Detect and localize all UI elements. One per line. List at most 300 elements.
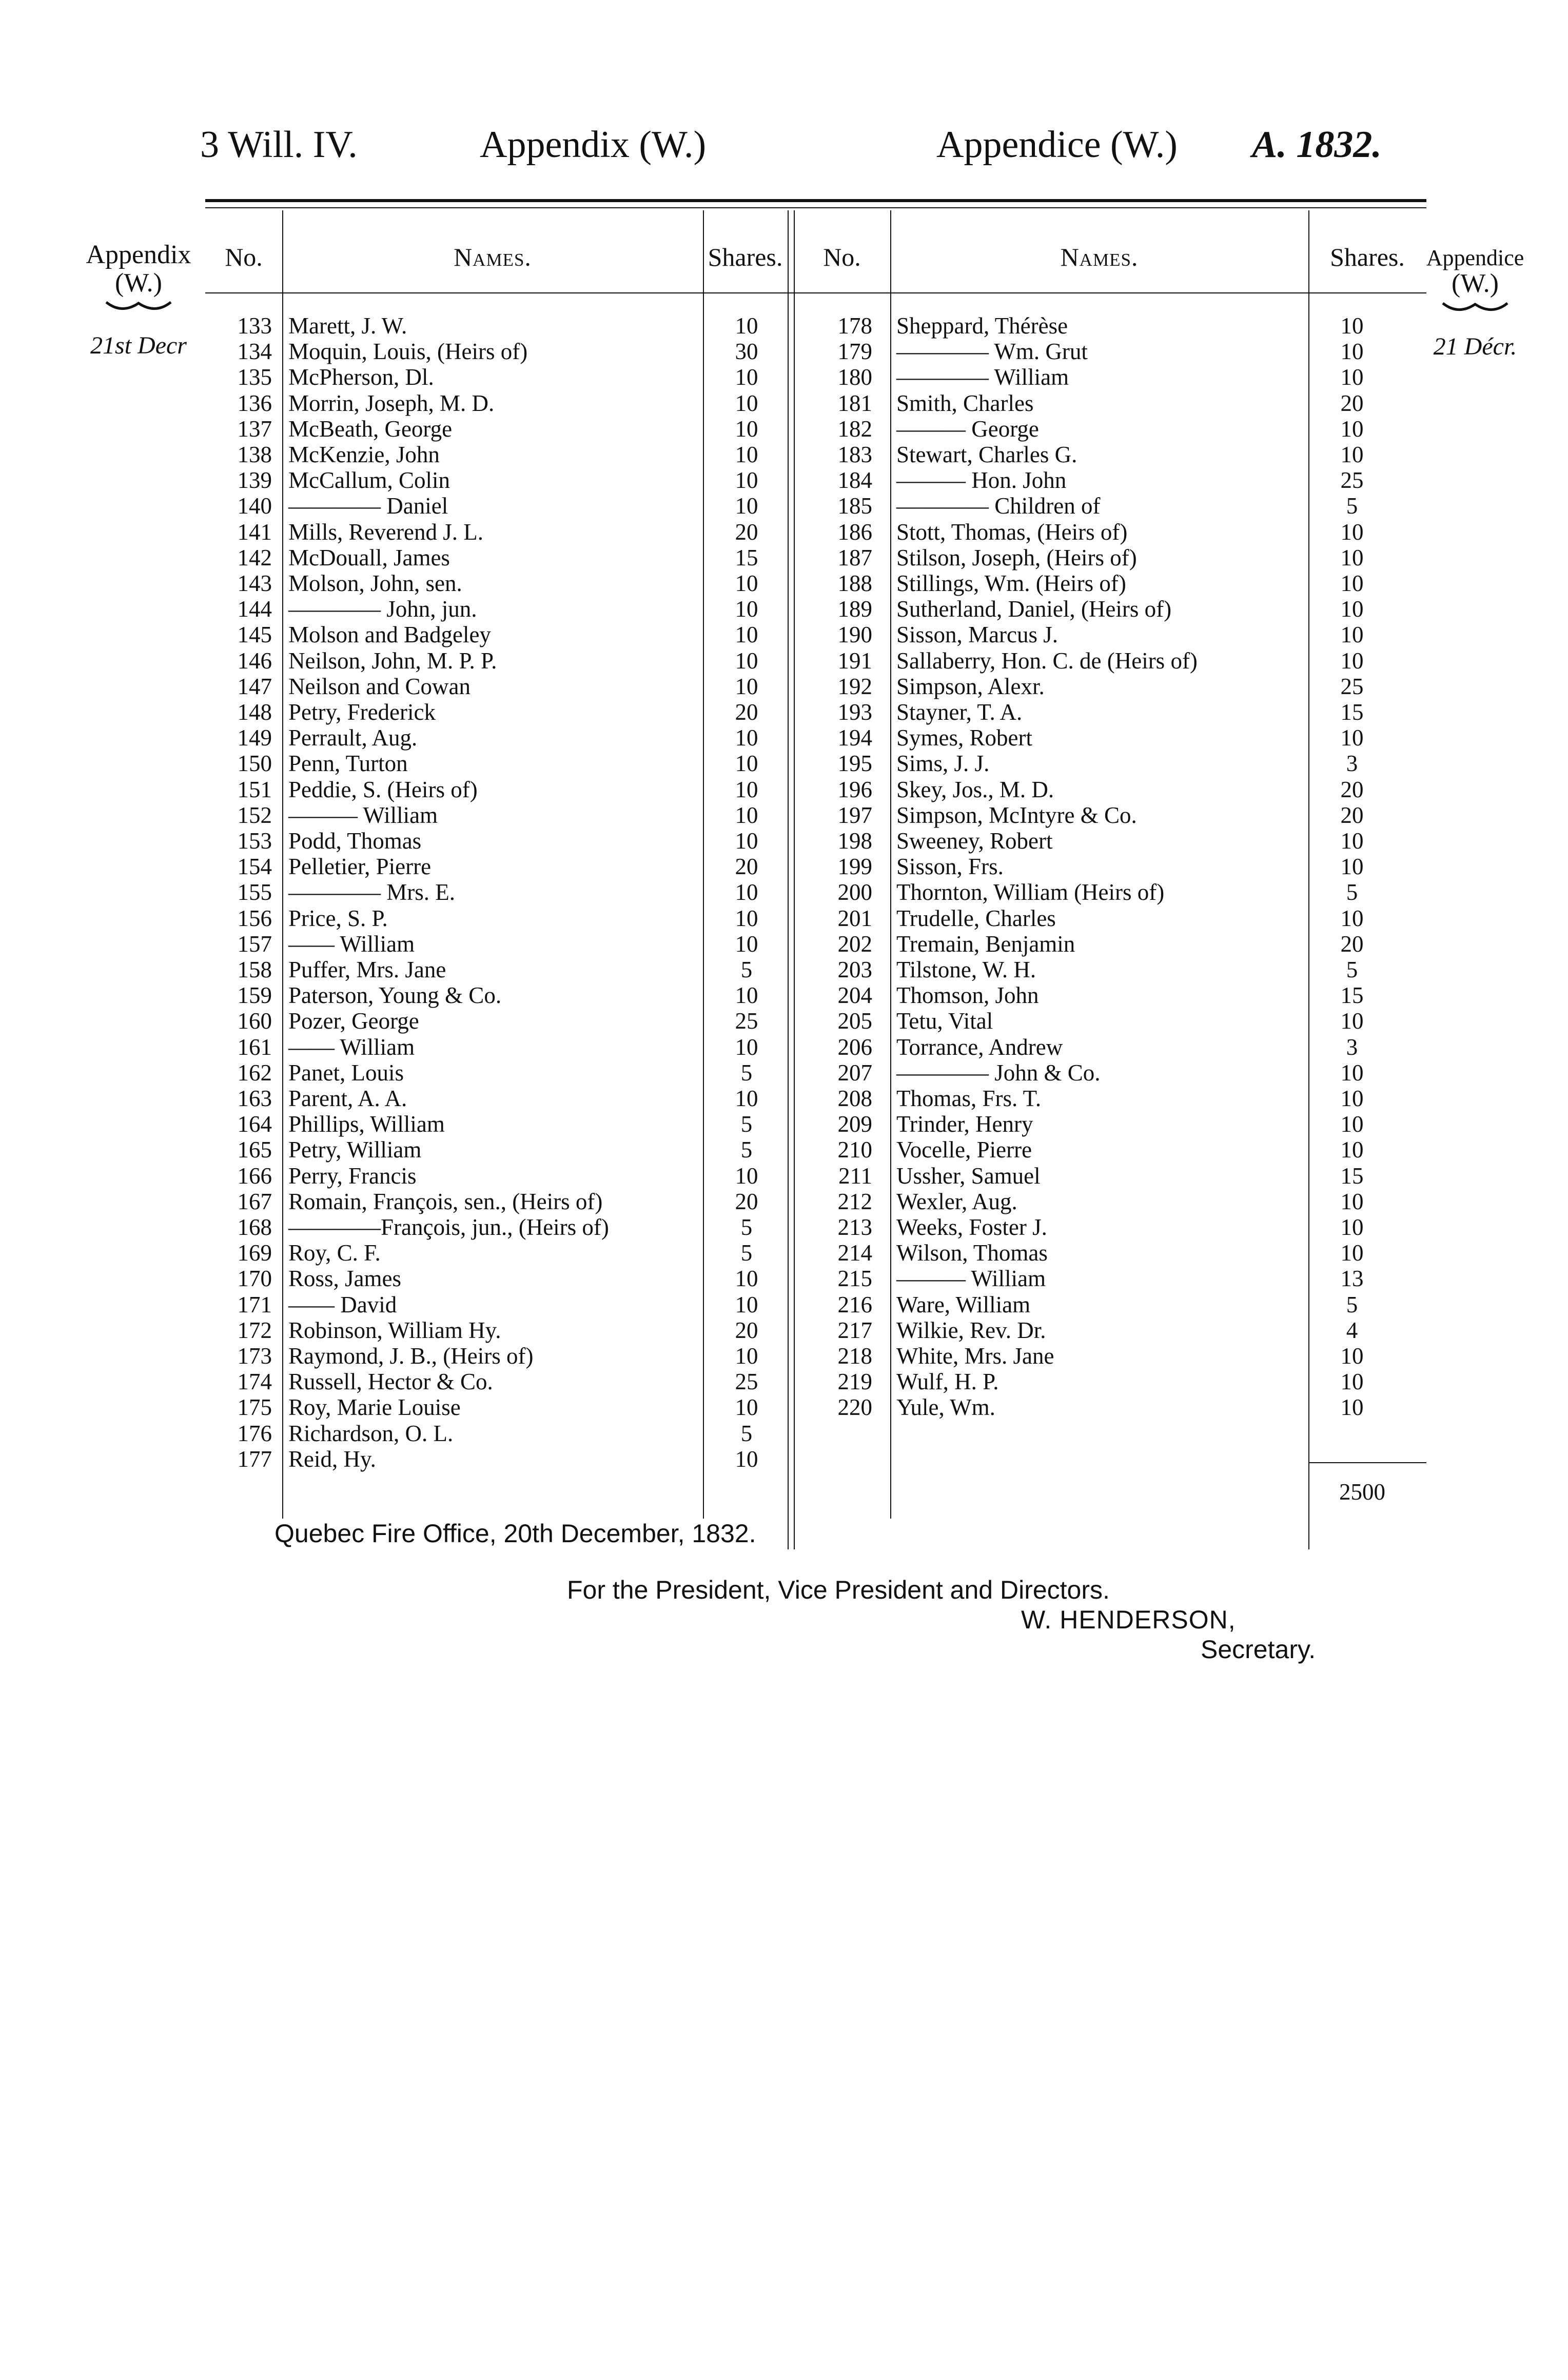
entry-name: Ware, William bbox=[896, 1291, 1031, 1317]
entry-name: ———— John, jun. bbox=[288, 596, 477, 622]
entry-name: Panet, Louis bbox=[288, 1059, 404, 1086]
entry-name: Stayner, T. A. bbox=[896, 699, 1023, 725]
entry-shares: 10 bbox=[1340, 442, 1364, 467]
session-label: 3 Will. IV. bbox=[200, 124, 358, 166]
entry-shares: 10 bbox=[1340, 416, 1364, 442]
entry-number: 191 bbox=[837, 647, 872, 674]
entry-shares: 5 bbox=[740, 1214, 753, 1240]
table-row bbox=[205, 1317, 1426, 1343]
entry-name: Parent, A. A. bbox=[288, 1086, 407, 1111]
entry-name: Wilkie, Rev. Dr. bbox=[896, 1317, 1046, 1343]
entry-name: Tremain, Benjamin bbox=[896, 931, 1075, 957]
entry-number: 140 bbox=[237, 493, 272, 519]
entry-number: 209 bbox=[837, 1111, 872, 1137]
entry-number: 215 bbox=[837, 1266, 872, 1292]
entry-name: McKenzie, John bbox=[288, 442, 440, 467]
entry-shares: 10 bbox=[735, 364, 758, 390]
entry-name: Paterson, Young & Co. bbox=[288, 982, 502, 1009]
entry-number: 194 bbox=[837, 725, 872, 751]
entry-number: 204 bbox=[837, 982, 872, 1009]
entry-number: 206 bbox=[837, 1034, 872, 1060]
table-row bbox=[205, 648, 1426, 674]
entry-number: 189 bbox=[837, 596, 872, 622]
entry-name: Mills, Reverend J. L. bbox=[288, 519, 483, 545]
entry-name: Roy, C. F. bbox=[288, 1240, 381, 1266]
table-row bbox=[205, 596, 1426, 622]
entry-number: 208 bbox=[837, 1086, 872, 1111]
entry-number: 166 bbox=[237, 1163, 272, 1189]
entry-number: 186 bbox=[837, 519, 872, 545]
entry-name: Simpson, McIntyre & Co. bbox=[896, 802, 1137, 828]
col-head-shares: Shares. bbox=[708, 243, 783, 271]
table-row bbox=[205, 1369, 1426, 1394]
entry-number: 177 bbox=[237, 1446, 272, 1472]
entry-shares: 5 bbox=[1346, 957, 1358, 982]
entry-shares: 10 bbox=[1340, 364, 1364, 390]
entry-number: 170 bbox=[237, 1266, 272, 1292]
entry-name: ——— William bbox=[288, 802, 438, 828]
table-row bbox=[205, 802, 1426, 828]
entry-number: 167 bbox=[237, 1188, 272, 1214]
entry-shares: 10 bbox=[735, 442, 758, 467]
entry-name: Sallaberry, Hon. C. de (Heirs of) bbox=[896, 647, 1198, 674]
entry-name: Trinder, Henry bbox=[896, 1111, 1033, 1137]
entry-name: McCallum, Colin bbox=[288, 467, 450, 494]
entry-name: Tilstone, W. H. bbox=[896, 957, 1036, 982]
entry-number: 218 bbox=[837, 1343, 872, 1369]
appendix-label: Appendix (W.) bbox=[480, 124, 707, 166]
entry-shares: 10 bbox=[1340, 828, 1364, 854]
entry-number: 146 bbox=[237, 647, 272, 674]
entry-number: 202 bbox=[837, 931, 872, 957]
entry-shares: 10 bbox=[735, 1163, 758, 1189]
entry-number: 182 bbox=[837, 416, 872, 442]
entry-shares: 10 bbox=[1340, 854, 1364, 880]
entry-name: Peddie, S. (Heirs of) bbox=[288, 776, 478, 802]
table-row bbox=[205, 1111, 1426, 1137]
table-row bbox=[205, 1214, 1426, 1240]
header-rule-thick bbox=[205, 199, 1426, 202]
entry-name: Neilson, John, M. P. P. bbox=[288, 647, 497, 674]
entry-name: Symes, Robert bbox=[896, 725, 1032, 751]
col-head-names: Names. bbox=[1060, 243, 1139, 271]
entry-number: 197 bbox=[837, 802, 872, 828]
entry-number: 154 bbox=[237, 854, 272, 880]
entry-shares: 20 bbox=[735, 1317, 758, 1343]
dateline: Quebec Fire Office, 20th December, 1832. bbox=[275, 1519, 756, 1548]
entry-number: 181 bbox=[837, 390, 872, 416]
entry-number: 214 bbox=[837, 1240, 872, 1266]
entry-shares: 10 bbox=[1340, 544, 1364, 571]
entry-number: 156 bbox=[237, 905, 272, 931]
entry-number: 149 bbox=[237, 725, 272, 751]
entry-name: Tetu, Vital bbox=[896, 1008, 993, 1034]
entry-name: —— David bbox=[288, 1291, 397, 1317]
entry-number: 169 bbox=[237, 1240, 272, 1266]
entry-name: Reid, Hy. bbox=[288, 1446, 376, 1472]
entry-name: Pozer, George bbox=[288, 1008, 419, 1034]
entry-shares: 10 bbox=[735, 776, 758, 802]
entry-shares: 15 bbox=[1340, 1163, 1364, 1189]
col-head-names: Names. bbox=[454, 243, 532, 271]
entry-shares: 13 bbox=[1340, 1266, 1364, 1292]
margin-note-date: 21 Décr. bbox=[1433, 332, 1517, 360]
entry-shares: 5 bbox=[740, 957, 753, 982]
entry-name: Stewart, Charles G. bbox=[896, 442, 1077, 467]
table-row bbox=[205, 854, 1426, 879]
entry-shares: 20 bbox=[1340, 931, 1364, 957]
entry-name: Smith, Charles bbox=[896, 390, 1034, 416]
table-row bbox=[205, 1060, 1426, 1086]
entry-name: Skey, Jos., M. D. bbox=[896, 776, 1054, 802]
entry-name: Sutherland, Daniel, (Heirs of) bbox=[896, 596, 1172, 622]
entry-number: 176 bbox=[237, 1420, 272, 1446]
entry-name: Sweeney, Robert bbox=[896, 828, 1053, 854]
entry-number: 212 bbox=[837, 1188, 872, 1214]
running-header bbox=[0, 123, 1568, 185]
entry-name: McBeath, George bbox=[288, 416, 453, 442]
entry-number: 195 bbox=[837, 751, 872, 777]
entry-name: Petry, Frederick bbox=[288, 699, 436, 725]
entry-name: Yule, Wm. bbox=[896, 1394, 995, 1421]
entry-shares: 10 bbox=[735, 802, 758, 828]
entry-number: 185 bbox=[837, 493, 872, 519]
entry-number: 217 bbox=[837, 1317, 872, 1343]
entry-name: ——— William bbox=[896, 1266, 1046, 1292]
margin-note-title: Appendix bbox=[86, 240, 191, 269]
entry-shares: 20 bbox=[735, 1188, 758, 1214]
table-row bbox=[205, 1266, 1426, 1291]
entry-name: ———— William bbox=[896, 364, 1069, 390]
entry-name: Ussher, Samuel bbox=[896, 1163, 1041, 1189]
entry-shares: 15 bbox=[1340, 982, 1364, 1009]
entry-shares: 25 bbox=[1340, 673, 1364, 699]
table-row bbox=[205, 416, 1426, 442]
entry-number: 173 bbox=[237, 1343, 272, 1369]
entry-name: Wilson, Thomas bbox=[896, 1240, 1048, 1266]
table-row bbox=[205, 1086, 1426, 1111]
entry-shares: 10 bbox=[735, 673, 758, 699]
entry-number: 211 bbox=[838, 1163, 872, 1189]
entry-shares: 10 bbox=[1340, 1059, 1364, 1086]
entry-shares: 10 bbox=[735, 1266, 758, 1292]
entry-shares: 20 bbox=[1340, 776, 1364, 802]
year-label: A. 1832. bbox=[1252, 124, 1382, 166]
entry-number: 160 bbox=[237, 1008, 272, 1034]
total-shares: 2500 bbox=[1339, 1479, 1385, 1505]
entry-shares: 10 bbox=[735, 390, 758, 416]
entry-shares: 10 bbox=[1340, 1111, 1364, 1137]
table-row bbox=[205, 828, 1426, 854]
entry-shares: 10 bbox=[1340, 1137, 1364, 1163]
signatory-line: For the President, Vice President and Directors. bbox=[567, 1576, 1110, 1604]
entry-number: 157 bbox=[237, 931, 272, 957]
entry-number: 143 bbox=[237, 571, 272, 596]
entry-name: Podd, Thomas bbox=[288, 828, 422, 854]
entry-number: 163 bbox=[237, 1086, 272, 1111]
entry-shares: 20 bbox=[1340, 802, 1364, 828]
entry-name: —— William bbox=[288, 931, 415, 957]
entry-shares: 10 bbox=[1340, 1086, 1364, 1111]
entry-shares: 10 bbox=[1340, 1214, 1364, 1240]
col-head-shares: Shares. bbox=[1330, 243, 1405, 271]
entry-number: 145 bbox=[237, 622, 272, 648]
entry-shares: 10 bbox=[1340, 622, 1364, 648]
table-row bbox=[205, 1343, 1426, 1369]
entry-number: 144 bbox=[237, 596, 272, 622]
entry-name: Sims, J. J. bbox=[896, 751, 990, 777]
entry-number: 137 bbox=[237, 416, 272, 442]
entry-shares: 10 bbox=[1340, 1343, 1364, 1369]
entry-number: 155 bbox=[237, 879, 272, 906]
entry-name: Price, S. P. bbox=[288, 905, 388, 931]
entry-number: 184 bbox=[837, 467, 872, 494]
entry-name: Simpson, Alexr. bbox=[896, 673, 1045, 699]
table-row bbox=[205, 699, 1426, 725]
entry-number: 148 bbox=[237, 699, 272, 725]
entry-name: Trudelle, Charles bbox=[896, 905, 1056, 931]
entry-shares: 4 bbox=[1346, 1317, 1358, 1343]
header-rule-thin bbox=[205, 207, 1426, 208]
entry-shares: 10 bbox=[735, 313, 758, 339]
entry-name: Torrance, Andrew bbox=[896, 1034, 1063, 1060]
entry-shares: 10 bbox=[1340, 1369, 1364, 1395]
entry-shares: 20 bbox=[735, 519, 758, 545]
entry-shares: 20 bbox=[735, 854, 758, 880]
total-rule bbox=[1308, 1462, 1426, 1463]
entry-number: 142 bbox=[237, 544, 272, 571]
entry-name: ————François, jun., (Heirs of) bbox=[288, 1214, 609, 1240]
entry-number: 207 bbox=[837, 1059, 872, 1086]
entry-name: Russell, Hector & Co. bbox=[288, 1369, 493, 1395]
entry-name: Stott, Thomas, (Heirs of) bbox=[896, 519, 1128, 545]
entry-shares: 5 bbox=[740, 1420, 753, 1446]
entry-number: 133 bbox=[237, 313, 272, 339]
table-row bbox=[205, 1240, 1426, 1266]
entry-shares: 25 bbox=[735, 1369, 758, 1395]
table-row bbox=[205, 1421, 1426, 1446]
entry-name: Sisson, Marcus J. bbox=[896, 622, 1059, 648]
shareholders-table bbox=[205, 210, 1426, 1549]
entry-name: Marett, J. W. bbox=[288, 313, 407, 339]
entry-number: 190 bbox=[837, 622, 872, 648]
entry-name: ———— Wm. Grut bbox=[896, 339, 1088, 365]
entry-name: Molson, John, sen. bbox=[288, 571, 462, 596]
entry-shares: 5 bbox=[1346, 879, 1358, 906]
entry-name: Neilson and Cowan bbox=[288, 673, 471, 699]
table-row bbox=[205, 931, 1426, 957]
entry-shares: 10 bbox=[735, 879, 758, 906]
table-row bbox=[205, 1189, 1426, 1214]
entry-number: 164 bbox=[237, 1111, 272, 1137]
entry-shares: 15 bbox=[735, 544, 758, 571]
entry-shares: 20 bbox=[735, 699, 758, 725]
brace-icon bbox=[1442, 300, 1508, 318]
entry-number: 199 bbox=[837, 854, 872, 880]
table-row bbox=[205, 674, 1426, 699]
table-row bbox=[205, 442, 1426, 467]
entry-number: 172 bbox=[237, 1317, 272, 1343]
entry-number: 198 bbox=[837, 828, 872, 854]
entry-number: 179 bbox=[837, 339, 872, 365]
table-row bbox=[205, 725, 1426, 751]
entry-name: McDouall, James bbox=[288, 544, 450, 571]
entry-name: Thomson, John bbox=[896, 982, 1039, 1009]
entry-number: 183 bbox=[837, 442, 872, 467]
entry-name: ———— Daniel bbox=[288, 493, 448, 519]
entry-number: 158 bbox=[237, 957, 272, 982]
margin-note-left bbox=[77, 241, 200, 359]
table-row bbox=[205, 313, 1426, 339]
entry-shares: 10 bbox=[735, 467, 758, 494]
table-row bbox=[205, 390, 1426, 416]
table-row bbox=[205, 1163, 1426, 1189]
entry-number: 152 bbox=[237, 802, 272, 828]
table-row bbox=[205, 1034, 1426, 1060]
entry-number: 162 bbox=[237, 1059, 272, 1086]
entry-shares: 10 bbox=[735, 725, 758, 751]
entry-shares: 10 bbox=[1340, 725, 1364, 751]
entry-shares: 10 bbox=[735, 828, 758, 854]
margin-note-sub: (W.) bbox=[1452, 269, 1499, 299]
entry-shares: 10 bbox=[1340, 1240, 1364, 1266]
entry-number: 138 bbox=[237, 442, 272, 467]
entry-name: Weeks, Foster J. bbox=[896, 1214, 1047, 1240]
entry-shares: 10 bbox=[735, 1034, 758, 1060]
table-row bbox=[205, 622, 1426, 647]
margin-note-right bbox=[1414, 246, 1537, 360]
table-row bbox=[205, 1446, 1426, 1472]
signature-name: W. HENDERSON, bbox=[1021, 1605, 1236, 1634]
table-row bbox=[205, 879, 1426, 905]
entry-name: Romain, François, sen., (Heirs of) bbox=[288, 1188, 603, 1214]
table-row bbox=[205, 467, 1426, 493]
entry-shares: 5 bbox=[740, 1137, 753, 1163]
entry-shares: 10 bbox=[1340, 1188, 1364, 1214]
entry-shares: 10 bbox=[735, 751, 758, 777]
entry-shares: 10 bbox=[735, 1394, 758, 1421]
entry-shares: 5 bbox=[740, 1111, 753, 1137]
entry-shares: 10 bbox=[1340, 519, 1364, 545]
entry-name: Moquin, Louis, (Heirs of) bbox=[288, 339, 528, 365]
entry-name: Thomas, Frs. T. bbox=[896, 1086, 1042, 1111]
entry-shares: 10 bbox=[735, 571, 758, 596]
entry-shares: 10 bbox=[735, 1446, 758, 1472]
entry-name: Richardson, O. L. bbox=[288, 1420, 454, 1446]
entry-name: Phillips, William bbox=[288, 1111, 445, 1137]
entry-number: 216 bbox=[837, 1291, 872, 1317]
entry-number: 201 bbox=[837, 905, 872, 931]
entry-name: ———— Children of bbox=[896, 493, 1101, 519]
entry-shares: 5 bbox=[740, 1059, 753, 1086]
table-row bbox=[205, 339, 1426, 364]
entry-number: 171 bbox=[237, 1291, 272, 1317]
entry-name: ——— Hon. John bbox=[896, 467, 1067, 494]
col-head-no: No. bbox=[823, 243, 861, 271]
entry-shares: 10 bbox=[1340, 571, 1364, 596]
entry-name: Morrin, Joseph, M. D. bbox=[288, 390, 495, 416]
entry-number: 188 bbox=[837, 571, 872, 596]
signature-title: Secretary. bbox=[1201, 1635, 1316, 1664]
entry-name: Wulf, H. P. bbox=[896, 1369, 999, 1395]
entry-shares: 10 bbox=[1340, 339, 1364, 365]
entry-shares: 10 bbox=[735, 416, 758, 442]
entry-shares: 10 bbox=[1340, 313, 1364, 339]
table-row bbox=[205, 1137, 1426, 1163]
entry-shares: 10 bbox=[735, 905, 758, 931]
entry-shares: 20 bbox=[1340, 390, 1364, 416]
table-row bbox=[205, 571, 1426, 596]
entry-shares: 10 bbox=[735, 1291, 758, 1317]
entry-name: Pelletier, Pierre bbox=[288, 854, 432, 880]
entry-number: 151 bbox=[237, 776, 272, 802]
table-row bbox=[205, 777, 1426, 802]
entry-number: 136 bbox=[237, 390, 272, 416]
entry-shares: 5 bbox=[1346, 493, 1358, 519]
entry-number: 180 bbox=[837, 364, 872, 390]
table-row bbox=[205, 957, 1426, 982]
entry-shares: 3 bbox=[1346, 1034, 1358, 1060]
entry-name: Robinson, William Hy. bbox=[288, 1317, 501, 1343]
entry-number: 153 bbox=[237, 828, 272, 854]
brace-icon bbox=[105, 299, 172, 317]
table-row bbox=[205, 364, 1426, 390]
entry-shares: 10 bbox=[1340, 647, 1364, 674]
entry-name: —— William bbox=[288, 1034, 415, 1060]
entry-name: Ross, James bbox=[288, 1266, 402, 1292]
entry-number: 196 bbox=[837, 776, 872, 802]
table-row bbox=[205, 519, 1426, 545]
entry-name: McPherson, Dl. bbox=[288, 364, 434, 390]
entry-name: Stillings, Wm. (Heirs of) bbox=[896, 571, 1126, 596]
entry-name: Thornton, William (Heirs of) bbox=[896, 879, 1165, 906]
entry-number: 134 bbox=[237, 339, 272, 365]
entry-shares: 10 bbox=[1340, 596, 1364, 622]
entry-number: 135 bbox=[237, 364, 272, 390]
entry-shares: 10 bbox=[1340, 1008, 1364, 1034]
entry-shares: 10 bbox=[735, 982, 758, 1009]
entry-number: 147 bbox=[237, 673, 272, 699]
table-row bbox=[205, 1008, 1426, 1034]
entry-name: Sheppard, Thérèse bbox=[896, 313, 1068, 339]
entry-number: 213 bbox=[837, 1214, 872, 1240]
entry-number: 210 bbox=[837, 1137, 872, 1163]
entry-name: Wexler, Aug. bbox=[896, 1188, 1017, 1214]
entry-number: 205 bbox=[837, 1008, 872, 1034]
entry-name: Perry, Francis bbox=[288, 1163, 417, 1189]
entry-number: 203 bbox=[837, 957, 872, 982]
entry-number: 175 bbox=[237, 1394, 272, 1421]
entry-shares: 10 bbox=[735, 596, 758, 622]
col-head-no: No. bbox=[225, 243, 263, 271]
table-row bbox=[205, 1394, 1426, 1420]
table-row bbox=[205, 545, 1426, 571]
entry-shares: 10 bbox=[1340, 1394, 1364, 1421]
entry-name: Stilson, Joseph, (Heirs of) bbox=[896, 544, 1137, 571]
entry-shares: 10 bbox=[735, 622, 758, 648]
table-row bbox=[205, 1292, 1426, 1317]
entry-number: 139 bbox=[237, 467, 272, 494]
entry-number: 192 bbox=[837, 673, 872, 699]
entry-shares: 25 bbox=[735, 1008, 758, 1034]
entry-shares: 25 bbox=[1340, 467, 1364, 494]
entry-number: 165 bbox=[237, 1137, 272, 1163]
entry-number: 150 bbox=[237, 751, 272, 777]
entry-shares: 15 bbox=[1340, 699, 1364, 725]
table-row bbox=[205, 751, 1426, 776]
entry-number: 193 bbox=[837, 699, 872, 725]
entry-number: 219 bbox=[837, 1369, 872, 1395]
